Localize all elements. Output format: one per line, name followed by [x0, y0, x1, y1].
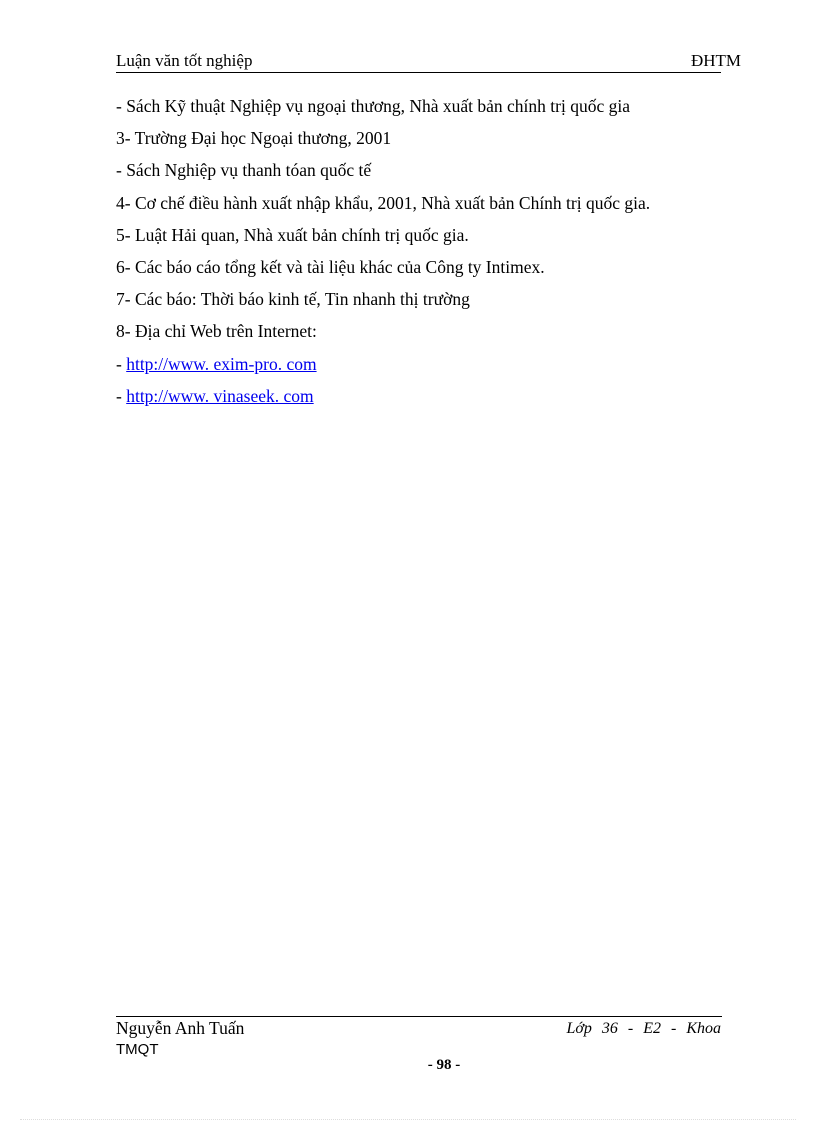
exim-pro-link[interactable]: http://www. exim-pro. com — [126, 353, 317, 374]
weblink-line — [116, 382, 736, 414]
reference-line: 7- Các báo: Thời báo kinh tế, Tin nhanh thị trường — [116, 289, 470, 310]
vinaseek-link[interactable]: http://www. vinaseek. com — [126, 385, 314, 406]
reference-line: 3- Trường Đại học Ngoại thương, 2001 — [116, 128, 392, 149]
reference-line: 8- Địa chỉ Web trên Internet: — [116, 321, 317, 342]
department-label: TMQT — [116, 1041, 159, 1058]
author-name: Nguyễn Anh Tuấn — [116, 1018, 245, 1038]
weblink-bullet: - — [116, 353, 127, 374]
document-title: Luận văn tốt nghiệp — [116, 51, 253, 70]
page-edge-divider — [20, 1119, 796, 1120]
institution-label: ĐHTM — [690, 51, 741, 70]
weblink-line — [116, 350, 736, 382]
weblink-bullet: - — [116, 385, 127, 406]
reference-list — [116, 92, 736, 414]
page-header — [116, 48, 741, 73]
reference-line: 5- Luật Hải quan, Nhà xuất bản chính trị quốc gia. — [116, 224, 469, 245]
page-number: - 98 - — [427, 1057, 461, 1073]
footer-divider — [116, 1016, 722, 1017]
reference-line: - Sách Kỹ thuật Nghiệp vụ ngoại thương, Nhà xuất bản chính trị quốc gia — [116, 96, 630, 116]
class-info: Lớp 36 - E2 - Khoa — [566, 1020, 721, 1037]
reference-line: - Sách Nghiệp vụ thanh tóan quốc tế — [116, 160, 372, 181]
reference-line: 4- Cơ chế điều hành xuất nhập khẩu, 2001, Nhà xuất bản Chính trị quốc gia. — [116, 192, 651, 213]
reference-line: 6- Các báo cáo tổng kết và tài liệu khác của Công ty Intimex. — [116, 256, 545, 277]
